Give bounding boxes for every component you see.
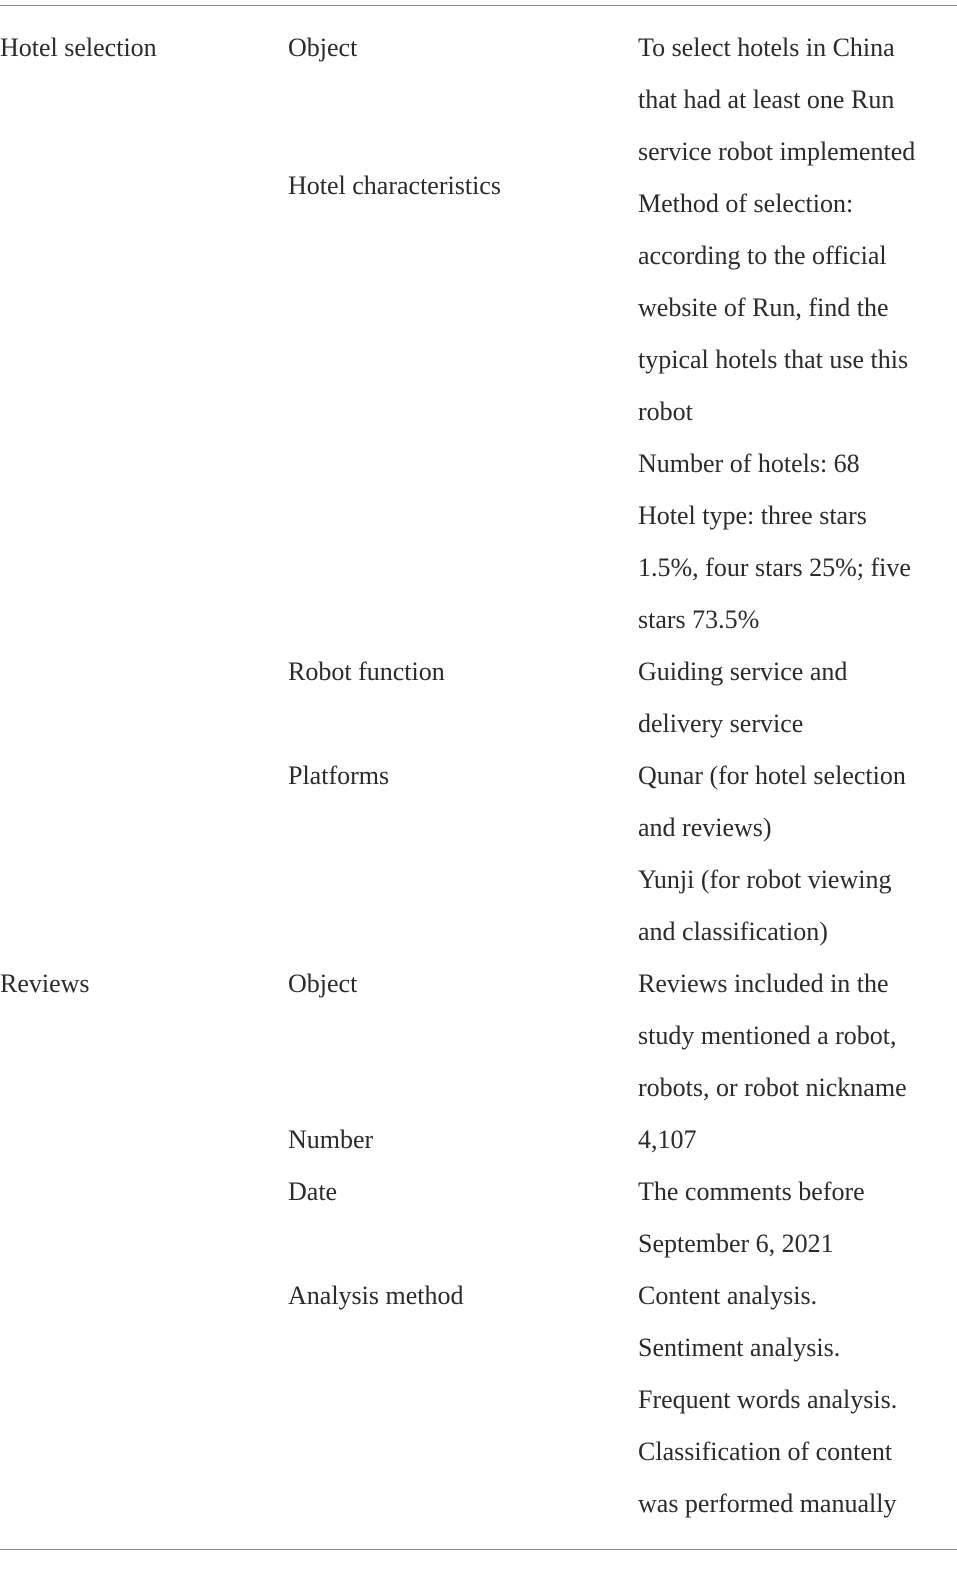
value-cell: [638, 1270, 957, 1530]
category-cell: Hotel selection: [0, 33, 157, 62]
value-line: Method of selection:: [638, 189, 854, 218]
value-line: service robot implemented: [638, 137, 916, 166]
value-line: Hotel type: three stars: [638, 501, 867, 530]
table-group-hotel-selection: [0, 22, 957, 958]
value-line: was performed manually: [638, 1489, 897, 1518]
table-row: [0, 750, 957, 958]
table-row: [0, 958, 957, 1114]
value-line: robot: [638, 397, 693, 426]
value-line: Frequent words analysis.: [638, 1385, 898, 1414]
value-line: that had at least one Run: [638, 85, 895, 114]
label-cell: Hotel characteristics: [288, 171, 501, 200]
value-line: To select hotels in China: [638, 33, 895, 62]
value-line: Qunar (for hotel selection: [638, 761, 906, 790]
value-line: and classification): [638, 917, 828, 946]
value-cell: [638, 958, 957, 1114]
table-row: [0, 646, 957, 750]
label-cell: Analysis method: [288, 1281, 464, 1310]
value-line: Content analysis.: [638, 1281, 818, 1310]
value-line: typical hotels that use this: [638, 345, 909, 374]
value-line: 4,107: [638, 1125, 697, 1154]
value-line: Reviews included in the: [638, 969, 889, 998]
value-line: website of Run, find the: [638, 293, 889, 322]
value-cell: [638, 22, 957, 178]
table-top-rule: [0, 5, 957, 6]
value-line: Yunji (for robot viewing: [638, 865, 892, 894]
value-line: Sentiment analysis.: [638, 1333, 841, 1362]
value-line: stars 73.5%: [638, 605, 760, 634]
label-cell: Robot function: [288, 657, 445, 686]
label-cell: Date: [288, 1177, 338, 1206]
value-line: study mentioned a robot,: [638, 1021, 897, 1050]
value-cell: [638, 1114, 957, 1166]
table-row: [0, 1166, 957, 1270]
value-line: September 6, 2021: [638, 1229, 834, 1258]
table-row: [0, 1114, 957, 1166]
value-line: according to the official: [638, 241, 887, 270]
label-cell: Object: [288, 33, 358, 62]
table-bottom-rule: [0, 1549, 957, 1550]
label-cell: Platforms: [288, 761, 390, 790]
table-row: [0, 22, 957, 178]
value-line: and reviews): [638, 813, 772, 842]
value-cell: [638, 646, 957, 750]
table-row: [0, 171, 957, 646]
value-cell: [638, 750, 957, 958]
table-row: [0, 1270, 957, 1530]
value-line: 1.5%, four stars 25%; five: [638, 553, 911, 582]
label-cell: Object: [288, 969, 358, 998]
value-line: robots, or robot nickname: [638, 1073, 907, 1102]
value-line: Number of hotels: 68: [638, 449, 860, 478]
value-cell: [638, 178, 957, 646]
value-line: The comments before: [638, 1177, 865, 1206]
value-line: delivery service: [638, 709, 804, 738]
value-line: Guiding service and: [638, 657, 848, 686]
value-line: Classification of content: [638, 1437, 893, 1466]
label-cell: Number: [288, 1125, 374, 1154]
table-group-reviews: [0, 958, 957, 1530]
data-table: [0, 22, 957, 1530]
category-cell: Reviews: [0, 969, 90, 998]
value-cell: [638, 1166, 957, 1270]
